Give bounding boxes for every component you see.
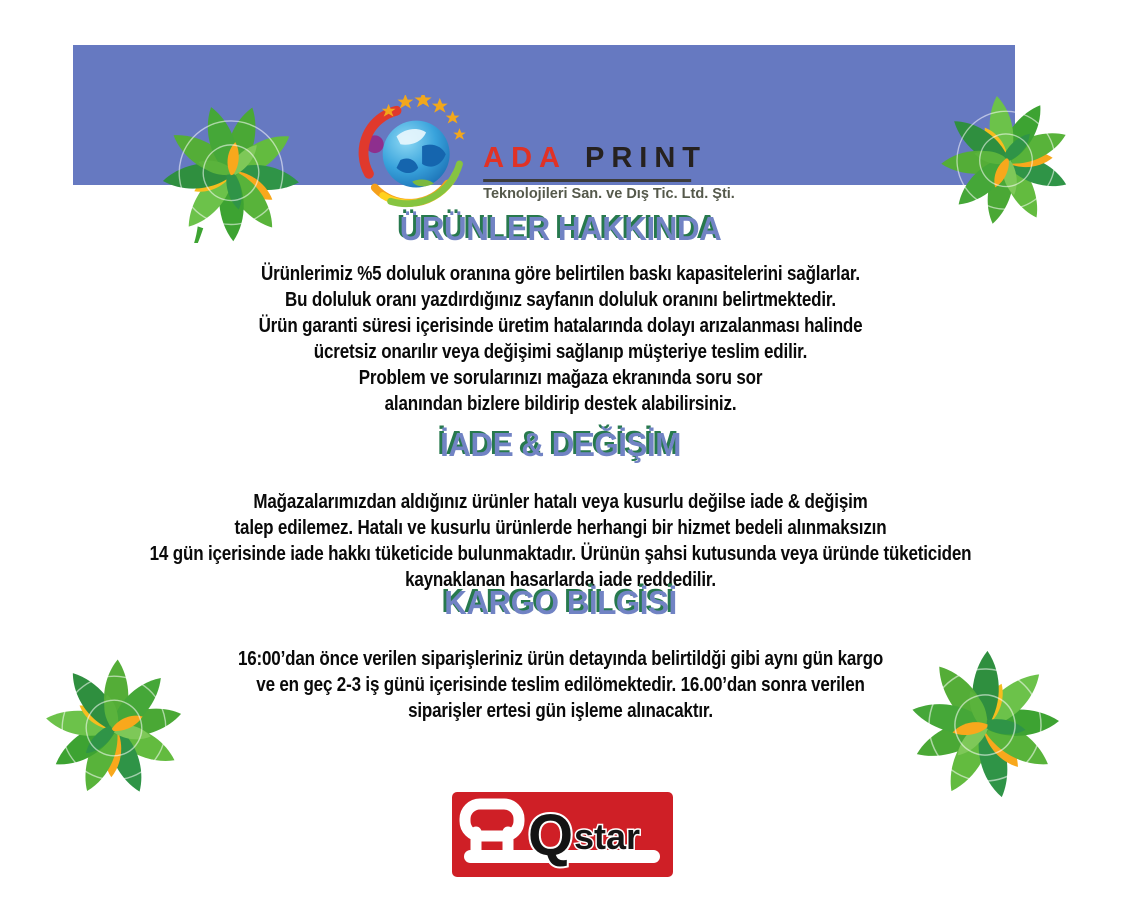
globe-with-stars-icon [353, 95, 481, 223]
brand-secondary: PRINT [585, 142, 708, 174]
brand-name [483, 144, 735, 173]
text-line: 16:00’dan önce verilen siparişleriniz ürün detayında belirtildği gibi aynı gün kargo [237, 648, 884, 670]
section-text-iade-degisim [0, 489, 1121, 593]
section-text-kargo-bilgisi [0, 646, 1121, 724]
text-line: Ürün garanti süresi içerisinde üretim hatalarında dolayı arızalanması halinde [258, 315, 863, 337]
text-line: Mağazalarımızdan aldığınız ürünler hatalı veya kusurlu değilse iade & değişim [253, 491, 868, 513]
text-line: kaynaklanan hasarlarda iade reddedilir. [405, 569, 716, 591]
section-text-urunler-hakkinda [0, 261, 1121, 417]
text-line: alanından bizlere bildirip destek alabilirsiniz. [384, 393, 737, 415]
qstar-logo [452, 792, 673, 877]
brand-subtitle: Teknolojileri San. ve Dış Tic. Ltd. Şti. [483, 186, 735, 202]
ada-print-logo [353, 95, 735, 223]
logo-text-block [483, 144, 735, 202]
text-line: Problem ve sorularınızı mağaza ekranında soru sor [358, 367, 763, 389]
brand-divider [483, 179, 691, 182]
section-title-urunler-hakkinda: ÜRÜNLER HAKKINDA [399, 210, 722, 247]
text-line: Bu doluluk oranı yazdırdığınız sayfanın doluluk oranını belirtmektedir. [285, 289, 836, 311]
section-title-iade-degisim: İADE & DEĞİŞİM [440, 426, 681, 463]
qstar-logo-star: star [574, 816, 641, 857]
text-line: ücretsiz onarılır veya değişimi sağlanıp müşteriye teslim edilir. [313, 341, 808, 363]
text-line: talep edilemez. Hatalı ve kusurlu ürünlerde herhangi bir hizmet bedeli alınmaksızın [234, 517, 887, 539]
text-line: siparişler ertesi gün işleme alınacaktır. [408, 700, 713, 722]
section-title-kargo-bilgisi: KARGO BİLGİSİ [444, 584, 677, 621]
header-banner [73, 45, 1015, 202]
brand-primary: ADA [483, 142, 568, 174]
qstar-logo-q: Q [528, 803, 574, 868]
text-line: ve en geç 2-3 iş günü içerisinde teslim edilömektedir. 16.00’dan sonra verilen [256, 674, 865, 696]
text-line: Ürünlerimiz %5 doluluk oranına göre belirtilen baskı kapasitelerini sağlarlar. [261, 263, 860, 285]
text-line: 14 gün içerisinde iade hakkı tüketicide bulunmaktadır. Ürünün şahsi kutusunda veya üründe tüketiciden [149, 543, 972, 565]
